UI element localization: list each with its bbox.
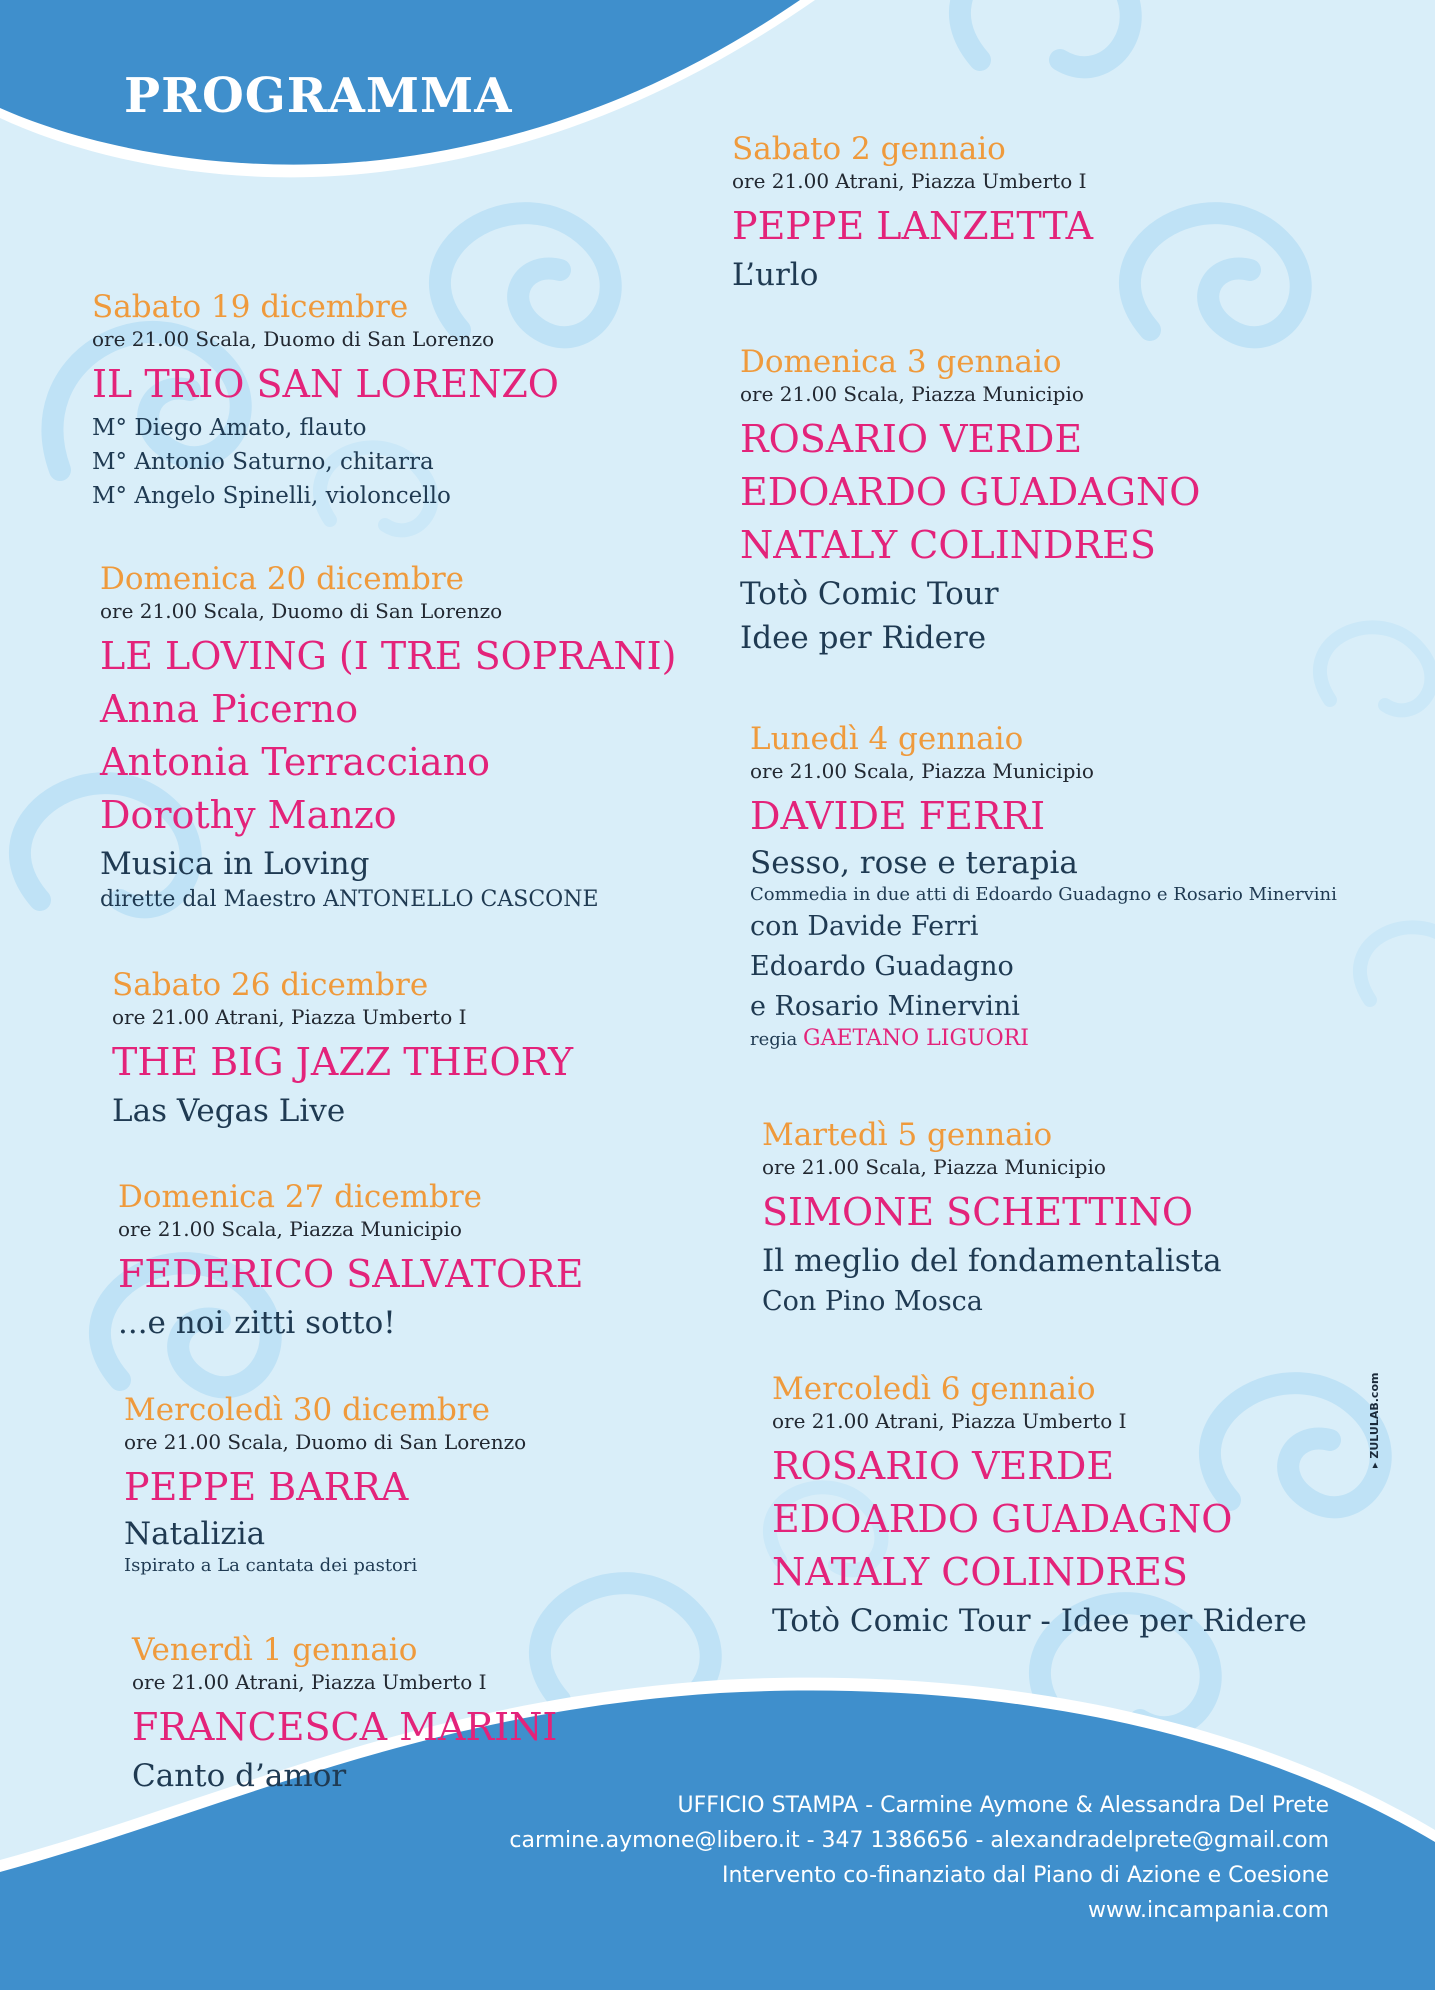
arrow-icon: ▸ xyxy=(1368,1462,1381,1468)
event-domenica-27-dicembre xyxy=(118,1178,738,1345)
event-venue: ore 21.00 Atrani, Piazza Umberto I xyxy=(732,169,1087,193)
event-line: ...e noi zitti sotto! xyxy=(118,1305,396,1341)
event-line: Totò Comic Tour - Idee per Ridere xyxy=(772,1603,1307,1639)
event-line: Ispirato a La cantata dei pastori xyxy=(124,1555,418,1576)
footer-funding: Intervento co-finanziato dal Piano di Azione e Coesione xyxy=(722,1863,1329,1888)
event-mercoledi-30-dicembre xyxy=(124,1391,734,1578)
event-performer: SIMONE SCHETTINO xyxy=(762,1190,1193,1234)
event-performer: LE LOVING (I TRE SOPRANI) xyxy=(100,634,677,678)
event-date: Mercoledì 30 dicembre xyxy=(124,1392,490,1428)
event-performer: NATALY COLINDRES xyxy=(740,523,1156,567)
event-date: Venerdì 1 gennaio xyxy=(132,1632,418,1668)
event-date: Domenica 3 gennaio xyxy=(740,344,1062,380)
event-venue: ore 21.00 Scala, Piazza Municipio xyxy=(762,1155,1106,1179)
footer-press-office: UFFICIO STAMPA - Carmine Aymone & Alessandra Del Prete xyxy=(677,1793,1329,1818)
event-performer: ROSARIO VERDE xyxy=(772,1444,1115,1488)
event-performer: EDOARDO GUADAGNO xyxy=(772,1497,1233,1541)
regia-name: GAETANO LIGUORI xyxy=(803,1026,1029,1051)
event-line: Natalizia xyxy=(124,1516,266,1552)
event-regia-line xyxy=(750,1027,1390,1052)
page-title: PROGRAMMA xyxy=(124,68,513,124)
event-date: Domenica 27 dicembre xyxy=(118,1179,483,1215)
event-line: e Rosario Minervini xyxy=(750,991,1020,1022)
regia-label: regia xyxy=(750,1029,798,1050)
event-line: Idee per Ridere xyxy=(740,620,987,656)
event-performer: FEDERICO SALVATORE xyxy=(118,1252,584,1296)
event-performer: NATALY COLINDRES xyxy=(772,1550,1188,1594)
event-line: Canto d’amor xyxy=(132,1758,347,1794)
event-venue: ore 21.00 Scala, Piazza Municipio xyxy=(740,382,1084,406)
event-venue: ore 21.00 Scala, Piazza Municipio xyxy=(750,759,1094,783)
event-performer: PEPPE LANZETTA xyxy=(732,204,1094,248)
event-performer: IL TRIO SAN LORENZO xyxy=(92,362,559,406)
event-venue: ore 21.00 Scala, Duomo di San Lorenzo xyxy=(124,1430,527,1454)
event-domenica-3-gennaio xyxy=(740,343,1390,660)
press-office-footer xyxy=(429,1788,1329,1928)
event-line: Las Vegas Live xyxy=(112,1093,346,1129)
event-performer: DAVIDE FERRI xyxy=(750,794,1046,838)
event-venue: ore 21.00 Scala, Piazza Municipio xyxy=(118,1217,462,1241)
event-performer: Anna Picerno xyxy=(100,687,359,731)
event-sabato-26-dicembre xyxy=(112,966,732,1133)
event-performer: ROSARIO VERDE xyxy=(740,417,1083,461)
event-sabato-2-gennaio xyxy=(732,130,1382,297)
event-mercoledi-6-gennaio xyxy=(772,1370,1412,1643)
event-performer: EDOARDO GUADAGNO xyxy=(740,470,1201,514)
event-line: Musica in Loving xyxy=(100,846,370,882)
designer-credit xyxy=(1368,1373,1381,1468)
event-martedi-5-gennaio xyxy=(762,1116,1392,1321)
event-date: Mercoledì 6 gennaio xyxy=(772,1371,1096,1407)
event-line: dirette dal Maestro ANTONELLO CASCONE xyxy=(100,887,599,912)
event-line: Edoardo Guadagno xyxy=(750,951,1014,982)
event-line: Il meglio del fondamentalista xyxy=(762,1243,1222,1279)
event-venue: ore 21.00 Scala, Duomo di San Lorenzo xyxy=(92,327,495,351)
event-venue: ore 21.00 Atrani, Piazza Umberto I xyxy=(772,1409,1127,1433)
event-performer: Antonia Terracciano xyxy=(100,740,491,784)
footer-contacts[interactable]: carmine.aymone@libero.it - 347 1386656 - alexandradelprete@gmail.com xyxy=(509,1828,1329,1853)
event-line: M° Angelo Spinelli, violoncello xyxy=(92,483,451,509)
event-line: M° Diego Amato, flauto xyxy=(92,415,367,441)
event-venue: ore 21.00 Scala, Duomo di San Lorenzo xyxy=(100,599,503,623)
footer-website-link[interactable]: www.incampania.com xyxy=(1088,1898,1329,1923)
event-sabato-19-dicembre xyxy=(92,288,732,513)
event-line: M° Antonio Saturno, chitarra xyxy=(92,449,434,475)
event-date: Domenica 20 dicembre xyxy=(100,561,465,597)
event-venue: ore 21.00 Atrani, Piazza Umberto I xyxy=(132,1670,487,1694)
designer-credit-text: ZULULAB.com xyxy=(1368,1372,1381,1459)
event-date: Sabato 2 gennaio xyxy=(732,131,1006,167)
event-date: Martedì 5 gennaio xyxy=(762,1117,1053,1153)
event-line: Commedia in due atti di Edoardo Guadagno e Rosario Minervini xyxy=(750,884,1337,905)
event-performer: THE BIG JAZZ THEORY xyxy=(112,1040,574,1084)
event-performer: FRANCESCA MARINI xyxy=(132,1705,558,1749)
event-line: L’urlo xyxy=(732,257,819,293)
event-venerdi-1-gennaio xyxy=(132,1631,732,1798)
event-line: Sesso, rose e terapia xyxy=(750,845,1078,881)
event-domenica-20-dicembre xyxy=(100,560,740,914)
event-line: Totò Comic Tour xyxy=(740,576,999,612)
event-performer: PEPPE BARRA xyxy=(124,1465,409,1509)
event-date: Sabato 19 dicembre xyxy=(92,289,409,325)
event-date: Sabato 26 dicembre xyxy=(112,967,429,1003)
event-line: con Davide Ferri xyxy=(750,911,979,942)
event-date: Lunedì 4 gennaio xyxy=(750,721,1024,757)
event-performer: Dorothy Manzo xyxy=(100,793,397,837)
event-lunedi-4-gennaio xyxy=(750,720,1390,1052)
event-venue: ore 21.00 Atrani, Piazza Umberto I xyxy=(112,1005,467,1029)
event-line: Con Pino Mosca xyxy=(762,1286,983,1317)
